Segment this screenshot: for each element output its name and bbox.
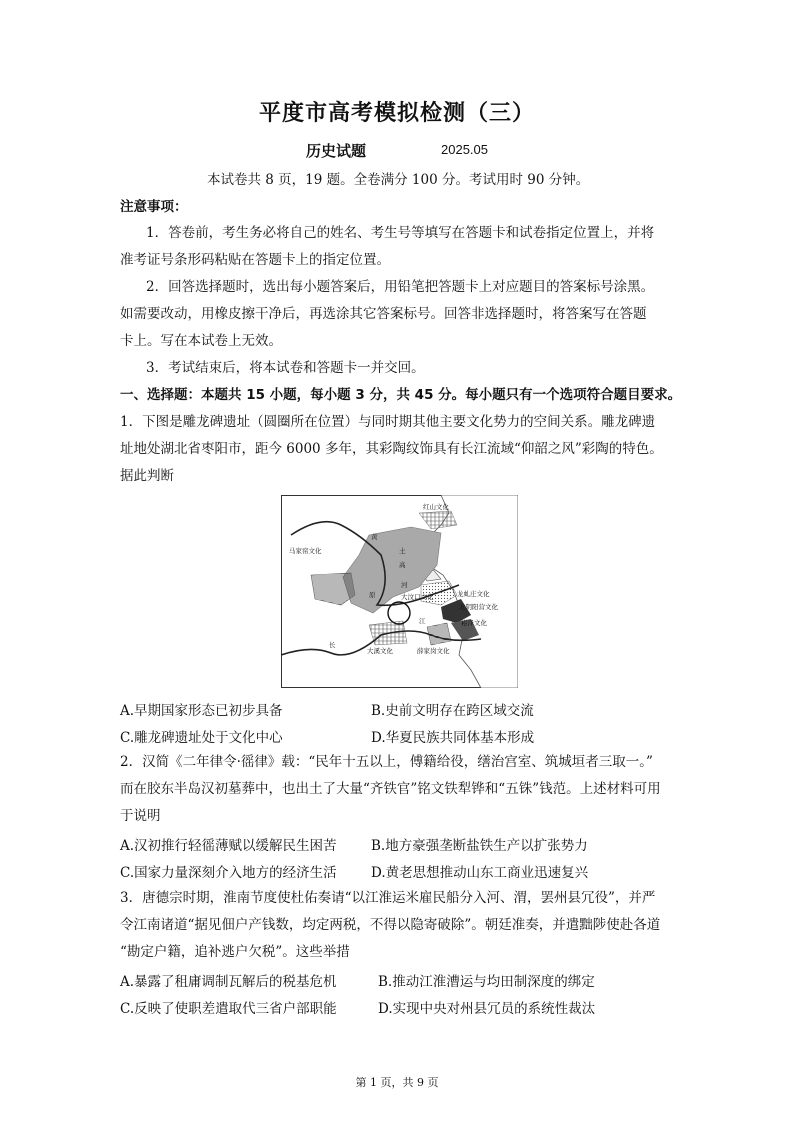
map-label-huang: 黄 (371, 533, 378, 541)
q3-option-a: A.暴露了租庸调制瓦解后的税基危机 (120, 974, 337, 990)
q2-option-a: A.汉初推行轻徭薄赋以缓解民生困苦 (120, 838, 337, 854)
note-2-line-3: 卡上。写在本试卷上无效。 (120, 333, 282, 349)
q3-line-3: “勘定户籍，追补逃户欠税”。这些举措 (120, 944, 350, 960)
q3-line-1: 3．唐德宗时期，淮南节度使杜佑奏请“以江淮运米雇民船分入河、渭，罢州县冗役”，并严 (120, 890, 656, 906)
subject-title: 历史试题 (306, 142, 367, 160)
q2-option-d: D.黄老思想推动山东工商业迅速复兴 (371, 865, 589, 881)
notes-heading: 注意事项： (120, 199, 188, 215)
note-1-line-2: 准考证号条形码粘贴在答题卡上的指定位置。 (120, 252, 390, 268)
q3-option-c: C.反映了使职差遣取代三省户部职能 (120, 1001, 337, 1017)
q1-line-1: 1．下图是雕龙碑遗址（圆圈所在位置）与同时期其他主要文化势力的空间关系。雕龙碑遗 (120, 414, 656, 430)
section-heading: 一、选择题：本题共 15 小题，每小题 3 分，共 45 分。每小题只有一个选项符合题目要求。 (120, 387, 682, 403)
map-label-he: 河 (401, 581, 408, 589)
q2-line-1: 2．汉简《二年律令·徭律》载：“民年十五以上，傅籍给役，缮治宫室、筑城垣者三取一。” (120, 754, 653, 770)
map-label-gao: 高 (399, 561, 406, 569)
map-label-hongshan: 红山文化 (423, 503, 449, 511)
map-label-xuejiagang: 薛家岗文化 (417, 647, 450, 655)
q1-option-a: A.早期国家形态已初步具备 (120, 703, 283, 719)
q1-line-2: 址地处湖北省枣阳市，距今 6000 多年，其彩陶纹饰具有长江流域“仰韶之风”彩陶的特色。 (120, 441, 663, 457)
map-label-beiyinyangying: 北阴阳营文化 (459, 603, 498, 611)
q3-line-2: 令江南诸道“据见佃户产钱数，均定两税，不得以隐寄破除”。朝廷准奏，并遣黜陟使赴各道 (120, 917, 661, 933)
map-label-tu: 土 (399, 547, 406, 555)
note-3: 3．考试结束后，将本试卷和答题卡一并交回。 (146, 360, 425, 376)
page-footer: 第 1 页，共 9 页 (355, 1076, 439, 1089)
q2-line-2: 而在胶东半岛汉初墓葬中，也出土了大量“齐铁官”铭文铁犁铧和“五铢”钱范。上述材料可用 (120, 781, 661, 797)
map-label-jiang: 江 (419, 617, 426, 625)
culture-map (281, 495, 518, 688)
map-label-yuan: 原 (369, 591, 376, 599)
q2-option-b: B.地方豪强垄断盐铁生产以扩张势力 (371, 838, 588, 854)
q1-option-d: D.华夏民族共同体基本形成 (371, 730, 535, 746)
map-label-longqiuzhuang: 龙虬庄文化 (457, 590, 490, 598)
q3-option-b: B.推动江淮漕运与均田制深度的绑定 (378, 974, 595, 990)
q2-line-3: 于说明 (120, 808, 161, 824)
map-label-daxi: 大溪文化 (367, 647, 393, 655)
page-title: 平度市高考模拟检测（三） (258, 101, 535, 126)
map-label-majiayao: 马家窑文化 (289, 547, 322, 555)
exam-info: 本试卷共 8 页，19 题。全卷满分 100 分。考试用时 90 分钟。 (207, 172, 590, 188)
note-1-line-1: 1．答卷前，考生务必将自己的姓名、考生号等填写在答题卡和试卷指定位置上，并将 (146, 225, 655, 241)
map-label-songze: 崧泽文化 (461, 619, 487, 627)
note-2-line-1: 2．回答选择题时，选出每小题答案后，用铅笔把答题卡上对应题目的答案标号涂黑。 (146, 279, 655, 295)
map-label-chang: 长 (329, 641, 336, 649)
note-2-line-2: 如需要改动，用橡皮擦干净后，再选涂其它答案标号。回答非选择题时，将答案写在答题 (120, 306, 647, 322)
q3-option-d: D.实现中央对州县冗员的系统性裁汰 (378, 1001, 596, 1017)
map-label-dawenkou: 大汶口文化 (401, 593, 434, 601)
q2-option-c: C.国家力量深刻介入地方的经济生活 (120, 865, 337, 881)
q1-option-b: B.史前文明存在跨区域交流 (371, 703, 534, 719)
exam-date: 2025.05 (441, 142, 488, 157)
q1-line-3: 据此判断 (120, 468, 174, 484)
q1-option-c: C.雕龙碑遗址处于文化中心 (120, 730, 283, 746)
